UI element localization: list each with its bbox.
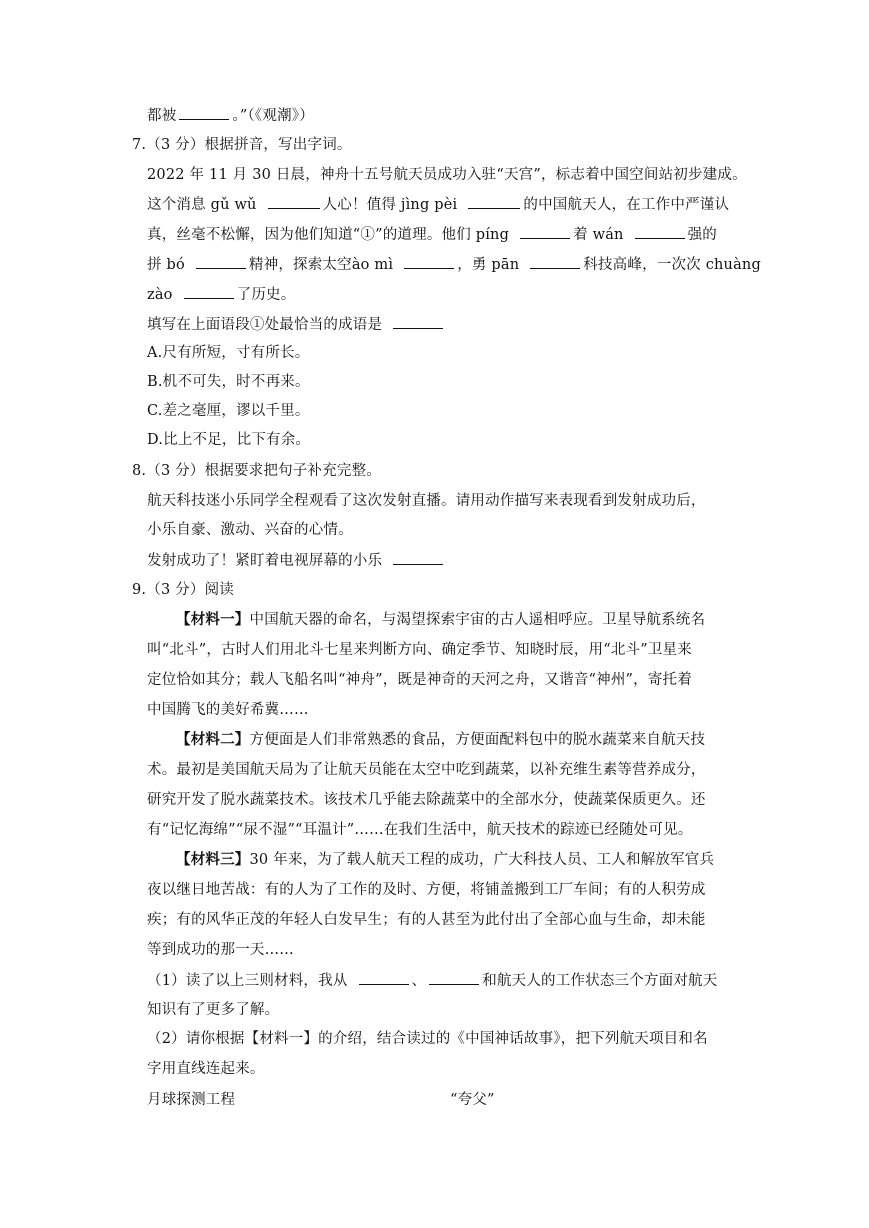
q9-material-3-line-1	[176, 850, 714, 870]
q9-material-2-line-3: 研究开发了脱水蔬菜技术。该技术几乎能去除蔬菜中的全部水分，使蔬菜保质更久。还	[147, 792, 706, 808]
q7-blank-chuangzao[interactable]	[184, 284, 234, 299]
q9-material-2-line-1	[176, 730, 705, 750]
q7-l2-text-a: 这个消息 gǔ wǔ	[147, 197, 257, 213]
q7-l4-text-d: 科技高峰，一次次 chuàng	[583, 257, 761, 273]
q7-l3-text-b: 着 wán	[573, 227, 624, 243]
q7-blank-jingpei[interactable]	[468, 194, 520, 209]
q7-option-d[interactable]: D.比上不足，比下有余。	[147, 432, 311, 448]
q9-header	[132, 580, 234, 600]
q8-line-1: 航天科技迷小乐同学全程观看了这次发射直播。请用动作描写来表现看到发射成功后，	[147, 493, 706, 509]
q9-points: （3 分）	[146, 582, 205, 598]
q8-number: 8.	[132, 463, 147, 479]
q7-l4-text-c: ，勇 pān	[457, 257, 520, 273]
material-3-text-1: 30 年来，为了载人航天工程的成功，广大科技人员、工人和解放军官兵	[249, 852, 715, 868]
q8-l3-text: 发射成功了！紧盯着电视屏幕的小乐	[147, 553, 383, 569]
q8-points: （3 分）	[146, 463, 205, 479]
q7-l2-text-b: 人心！值得 jìng pèi	[322, 197, 458, 213]
q7-blank-ping[interactable]	[520, 224, 570, 239]
material-2-text-1: 方便面是人们非常熟悉的食品，方便面配料包中的脱水蔬菜来自航天技	[249, 732, 706, 748]
match-right-item[interactable]: “夸父”	[450, 1092, 495, 1108]
q9-sub-1-line-1	[147, 970, 717, 991]
q7-blank-aomi[interactable]	[404, 254, 454, 269]
q7-number: 7.	[132, 137, 147, 153]
q7-blank-idiom[interactable]	[393, 314, 443, 329]
material-2-label: 【材料二】	[176, 731, 250, 748]
match-left-item[interactable]: 月球探测工程	[147, 1092, 236, 1108]
q9-material-1-line-3: 定位恰如其分；载人飞船名叫“神舟”，既是神奇的天河之舟，又谐音“神州”，寄托着	[147, 672, 692, 688]
q9-material-2-line-4: 有“记忆海绵”“尿不湿”“耳温计”……在我们生活中，航天技术的踪迹已经随处可见。	[147, 822, 693, 838]
q9-sub-1-line-2: 知识有了更多了解。	[147, 1002, 280, 1018]
q9-instruction: 阅读	[204, 582, 234, 598]
q7-line-2	[147, 194, 729, 215]
q9-sub-2-line-2: 字用直线连起来。	[147, 1061, 265, 1077]
material-3-label: 【材料三】	[176, 851, 250, 868]
q7-l4-text-b: 精神，探索太空ào mì	[248, 257, 394, 273]
q6-tail-post: 。”（《观潮》）	[232, 108, 314, 124]
q7-line-6	[147, 314, 446, 335]
q7-line-1: 2022 年 11 月 30 日晨，神舟十五号航天员成功入驻“天宫”，标志着中国空间站初步建成。	[147, 167, 747, 183]
q7-l2-text-c: 的中国航天人，在工作中严谨认	[523, 197, 730, 213]
q7-points: （3 分）	[146, 137, 205, 153]
sub-1-text-b: 和航天人的工作状态三个方面对航天	[482, 973, 718, 989]
q6-tail-pre: 都被	[147, 108, 177, 124]
q7-option-b[interactable]: B.机不可失，时不再来。	[147, 374, 310, 390]
q9-number: 9.	[132, 582, 147, 598]
q7-line-3	[147, 224, 717, 245]
q7-option-c[interactable]: C.差之毫厘，谬以千里。	[147, 403, 310, 419]
q7-l3-text-c: 强的	[687, 227, 717, 243]
material-1-label: 【材料一】	[176, 611, 250, 628]
q7-l5-text-b: 了历史。	[236, 287, 296, 303]
q9-material-3-line-3: 疾；有的风华正茂的年轻人白发早生；有的人甚至为此付出了全部心血与生命，却未能	[147, 912, 706, 928]
q7-blank-pan[interactable]	[530, 254, 580, 269]
q7-option-a[interactable]: A.尺有所短，寸有所长。	[147, 345, 310, 361]
q6-answer-blank[interactable]	[179, 105, 229, 120]
q7-l3-text-a: 真，丝毫不松懈，因为他们知道“①”的道理。他们 píng	[147, 227, 510, 243]
q7-blank-bo[interactable]	[196, 254, 246, 269]
q7-instruction: 根据拼音，写出字词。	[204, 137, 352, 153]
q7-l6-text: 填写在上面语段①处最恰当的成语是	[147, 317, 383, 333]
q8-header	[132, 461, 381, 481]
q9-material-1-line-2: 叫“北斗”，古时人们用北斗七星来判断方向、确定季节、知晓时辰，用“北斗”卫星来	[147, 642, 692, 658]
q9-material-3-line-2: 夜以继日地苦战：有的人为了工作的及时、方便，将铺盖搬到工厂车间；有的人积劳成	[147, 882, 706, 898]
q9-sub-2-line-1: （2）请你根据【材料一】的介绍，结合读过的《中国神话故事》，把下列航天项目和名	[147, 1031, 708, 1047]
q7-line-5	[147, 284, 295, 305]
q8-instruction: 根据要求把句子补充完整。	[204, 463, 381, 479]
q8-line-3	[147, 550, 446, 571]
q7-line-4	[147, 254, 761, 275]
q9-material-1-line-1	[176, 610, 705, 630]
material-1-text-1: 中国航天器的命名，与渴望探索宇宙的古人遥相呼应。卫星导航系统名	[249, 612, 706, 628]
q8-answer-blank[interactable]	[393, 550, 443, 565]
q7-l5-text-a: zào	[147, 287, 173, 303]
sub-1-separator: 、	[411, 973, 427, 989]
sub-1-text-a: （1）读了以上三则材料，我从	[147, 973, 348, 989]
q6-tail-line	[147, 105, 314, 126]
q9-material-1-line-4: 中国腾飞的美好希冀……	[147, 702, 309, 718]
q7-header	[132, 135, 352, 155]
q9-material-2-line-2: 术。最初是美国航天局为了让航天员能在太空中吃到蔬菜，以补充维生素等营养成分，	[147, 762, 706, 778]
q7-blank-wan[interactable]	[635, 224, 685, 239]
q7-blank-guwu[interactable]	[268, 194, 320, 209]
q8-line-2: 小乐自豪、激动、兴奋的心情。	[147, 522, 353, 538]
sub-1-blank-1[interactable]	[359, 970, 409, 985]
sub-1-blank-2[interactable]	[429, 970, 479, 985]
q9-material-3-line-4: 等到成功的那一天……	[147, 942, 294, 958]
q7-l4-text-a: 拼 bó	[147, 257, 185, 273]
